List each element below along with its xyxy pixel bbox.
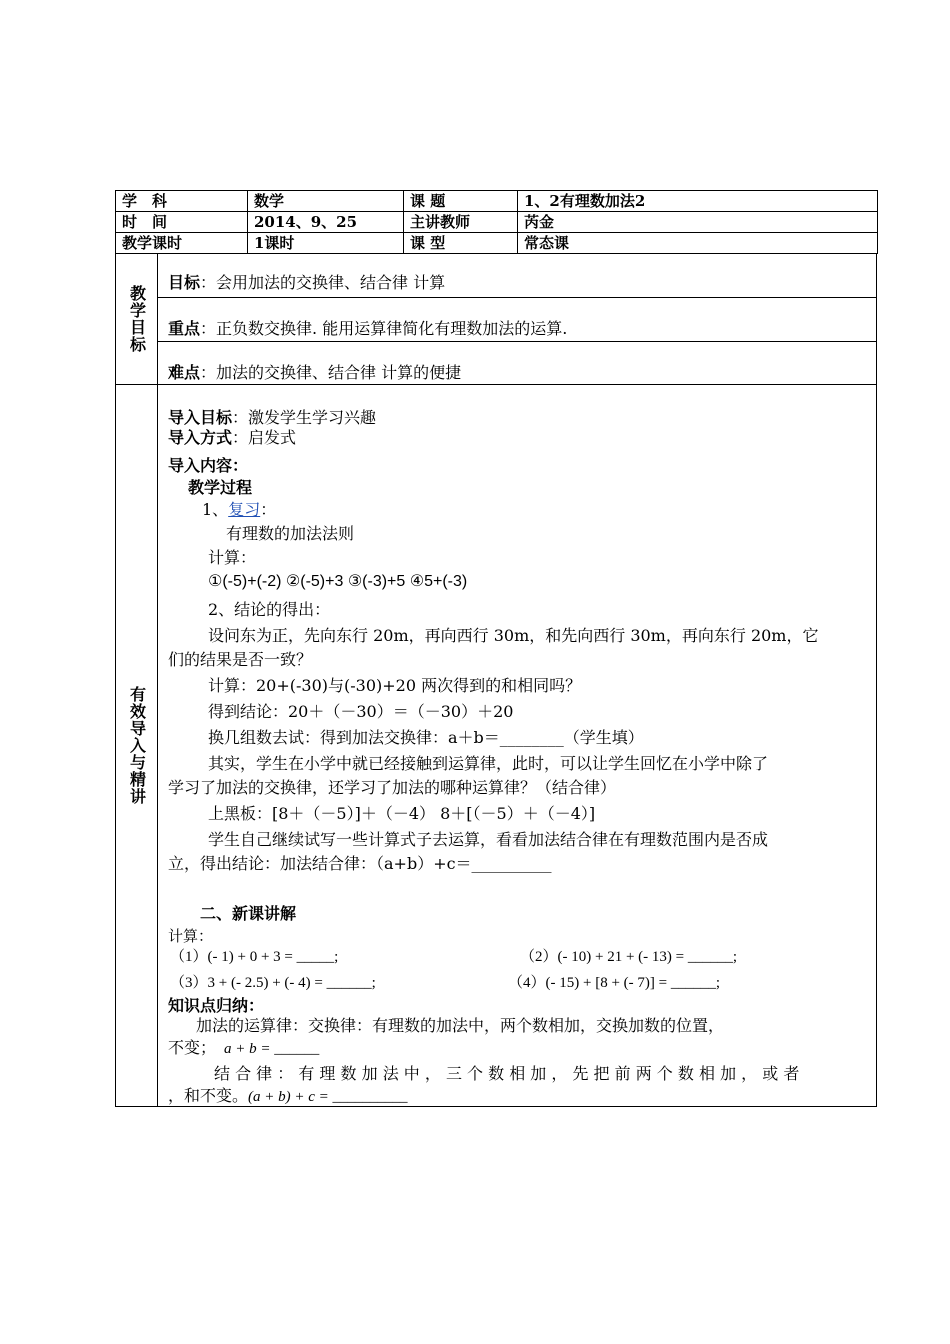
goal-label: 目标 (168, 273, 201, 292)
goal-text: ：会用加法的交换律、结合律 计算 (200, 273, 446, 292)
intro-method-label: 导入方式 (168, 428, 233, 447)
review-prefix: 1、 (202, 500, 229, 519)
hours-value: 1课时 (248, 233, 404, 254)
lesson-side-label: 有效导入与精讲 (116, 385, 158, 1106)
time-value: 2014、9、25 (248, 212, 404, 233)
exercise-3: （3）3 + (- 2.5) + (- 4) = ______; (170, 975, 376, 991)
intro-content-label: 导入内容： (168, 456, 249, 475)
objectives-side-label: 教学目标 (116, 254, 158, 384)
summary-line2: 结 合 律 ： 有 理 数 加 法 中 ， 三 个 数 相 加 ， 先 把 前 两 个 数 相 加 ， 或 者 (214, 1064, 800, 1083)
intro-goal-label: 导入目标 (168, 408, 233, 427)
difficulty-label: 难点 (168, 363, 201, 382)
associative-line1: 学生自己继续试写一些计算式子去运算，看看加法结合律在有理数范围内是否成 (208, 830, 769, 849)
calc-heading: 计算： (208, 548, 257, 567)
hours-label: 教学课时 (116, 233, 248, 254)
goal-row (158, 254, 876, 298)
addition-rule: 有理数的加法法则 (226, 524, 355, 543)
header-row-subject (116, 191, 878, 212)
difficulty-row (158, 342, 876, 383)
lesson-type-label: 课 型 (404, 233, 518, 254)
key-point-text: ：正负数交换律. 能用运算律简化有理数加法的运算. (200, 319, 568, 338)
teacher-label: 主讲教师 (404, 212, 518, 233)
review-suffix: ： (260, 500, 277, 519)
question-line1: 设问东为正，先向东行 20m，再向西行 30m，和先向西行 30m，再向东行 20m，它 (208, 626, 819, 645)
lesson-plan-page (115, 190, 877, 1107)
intro-goal-text: ：激发学生学习兴趣 (232, 408, 377, 427)
topic-value: 1、2有理数加法2 (518, 191, 878, 212)
calc2-heading: 计算： (168, 927, 214, 945)
associative-formula: (a + b) + c = __________ (248, 1089, 408, 1105)
associative-line2: 立，得出结论：加法结合律：（a+b）+c＝__________ (168, 854, 552, 873)
intro-method-text: ：启发式 (232, 428, 297, 447)
subject-value: 数学 (248, 191, 404, 212)
key-point-row (158, 298, 876, 342)
summary-line1: 加法的运算律：交换律：有理数的加法中，两个数相加，交换加数的位置， (196, 1016, 725, 1035)
new-lesson-title: 二、新课讲解 (200, 904, 297, 923)
lesson-type-value: 常态课 (518, 233, 878, 254)
conclusion: 得到结论：20＋（－30）＝（－30）＋20 (208, 702, 514, 721)
commutative-formula: a + b = ______ (224, 1041, 320, 1057)
header-table (115, 190, 878, 254)
lesson-section (115, 385, 877, 1107)
header-row-time (116, 212, 878, 233)
blackboard-example: 上黑板：[8＋（－5）]＋（－4） 8＋[（－5）＋（－4）] (208, 804, 596, 823)
step2-heading: 2、结论的得出： (208, 600, 331, 619)
key-point-label: 重点 (168, 319, 201, 338)
exercise-2: （2）(- 10) + 21 + (- 13) = ______; (520, 949, 738, 965)
recall-line1: 其实，学生在小学中就已经接触到运算律，此时，可以让学生回忆在小学中除了 (208, 754, 769, 773)
process-title: 教学过程 (188, 478, 253, 497)
header-row-hours (116, 233, 878, 254)
summary-line1-end: 不变； (168, 1038, 217, 1057)
teacher-value: 芮金 (518, 212, 878, 233)
summary-title: 知识点归纳： (168, 996, 265, 1015)
lesson-content (168, 385, 876, 1106)
exercise-4: （4）(- 15) + [8 + (- 7)] = ______; (508, 975, 721, 991)
exercise-1: （1）(- 1) + 0 + 3 = _____; (170, 949, 339, 965)
commutative-law: 换几组数去试：得到加法交换律：a＋b＝________（学生填） (208, 728, 644, 747)
recall-line2: 学习了加法的交换律，还学习了加法的哪种运算律？（结合律） (168, 778, 617, 797)
review-link[interactable]: 复习 (228, 500, 261, 519)
topic-label: 课 题 (404, 191, 518, 212)
objectives-section (115, 254, 877, 385)
time-label: 时 间 (116, 212, 248, 233)
summary-line2-end: ，和不变。 (168, 1086, 249, 1105)
subject-label: 学 科 (116, 191, 248, 212)
difficulty-text: ：加法的交换律、结合律 计算的便捷 (200, 363, 462, 382)
calc-items: ①(-5)+(-2) ②(-5)+3 ③(-3)+5 ④5+(-3) (208, 573, 468, 590)
calc-compare: 计算：20+(-30)与(-30)+20 两次得到的和相同吗？ (208, 676, 582, 695)
question-line2: 们的结果是否一致？ (168, 650, 313, 669)
